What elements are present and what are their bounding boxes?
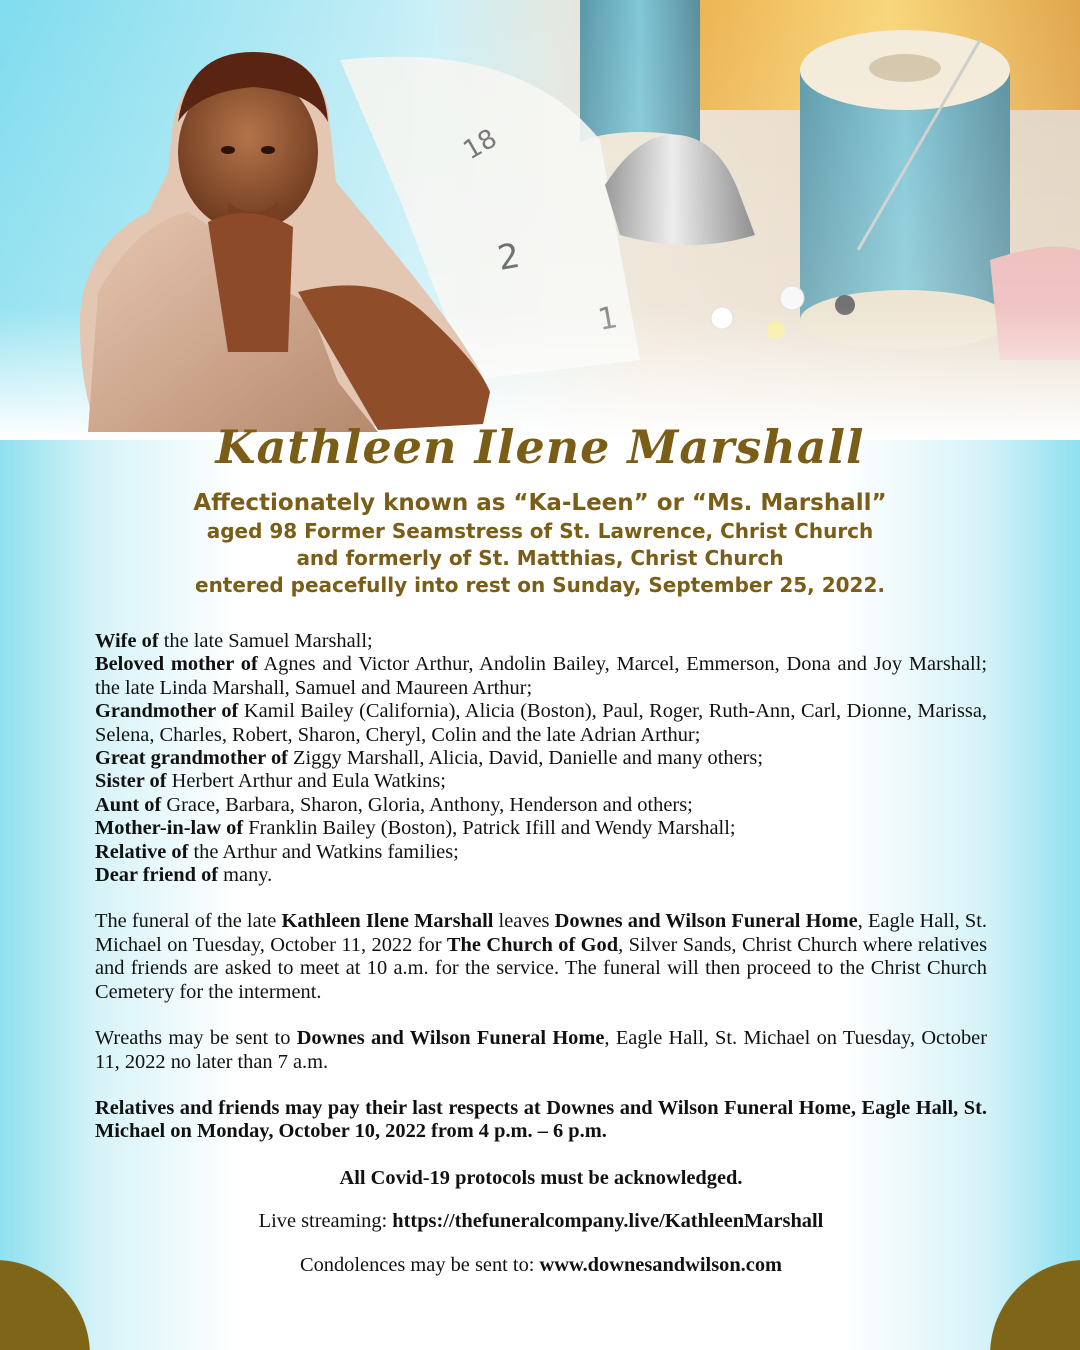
relation-text: Ziggy Marshall, Alicia, David, Danielle and many others;: [287, 747, 764, 770]
condolences-link[interactable]: www.downesandwilson.com: [539, 1253, 782, 1276]
funeral-deceased-name: Kathleen Ilene Marshall: [281, 910, 494, 933]
relation-item: [95, 770, 987, 793]
relation-label: Beloved mother of: [95, 653, 258, 676]
relation-item: [95, 700, 987, 747]
relation-item: [95, 630, 987, 653]
wreaths-paragraph: [95, 1027, 987, 1074]
deceased-name: Kathleen Ilene Marshall: [215, 420, 865, 474]
obituary-body: [95, 630, 987, 1277]
relation-text: the late Samuel Marshall;: [158, 630, 373, 652]
relation-item: [95, 747, 987, 770]
relation-label: Great grandmother of: [95, 747, 288, 770]
death-date-line: entered peacefully into rest on Sunday, September 25, 2022.: [195, 573, 885, 597]
church-name: The Church of God: [446, 933, 619, 956]
condolences-label: Condolences may be sent to:: [299, 1253, 540, 1276]
relation-item: [95, 653, 987, 700]
livestream-link[interactable]: https://thefuneralcompany.live/KathleenMarshall: [392, 1210, 824, 1233]
viewing-text: Relatives and friends may pay their last respects at Downes and Wilson Funeral Home, Eagle Hall, St. Michael on Monday, October 10, 2022 from 4 p.m. – 6 p.m.: [95, 1096, 987, 1143]
covid-notice: [95, 1167, 987, 1190]
funeral-paragraph: [95, 910, 987, 1004]
relation-label: Wife of: [95, 630, 159, 652]
funeral-text: , Eagle Hall, St. Michael on Tuesday, October 11, 2022 for: [95, 910, 987, 956]
relation-text: the Arthur and Watkins families;: [188, 840, 459, 863]
funeral-text: The funeral of the late: [95, 910, 282, 933]
nickname-line: Affectionately known as “Ka-Leen” or “Ms. Marshall”: [193, 490, 887, 516]
relation-item: [95, 841, 987, 864]
relations-list: [95, 630, 987, 887]
corner-circle-left: [0, 1260, 90, 1350]
relation-text: Grace, Barbara, Sharon, Gloria, Anthony, Henderson and others;: [161, 793, 693, 816]
former-residence-line: and formerly of St. Matthias, Christ Church: [296, 546, 784, 570]
relation-text: Agnes and Victor Arthur, Andolin Bailey, Marcel, Emmerson, Dona and Joy Marshall; the late Linda Marshall, Samuel and Maureen Arthur;: [95, 653, 988, 699]
relation-label: Sister of: [95, 770, 167, 793]
relation-label: Aunt of: [95, 793, 162, 816]
wreaths-text: , Eagle Hall, St. Michael on Tuesday, October 11, 2022 no later than 7 a.m.: [95, 1027, 988, 1073]
relation-text: Franklin Bailey (Boston), Patrick Ifill and Wendy Marshall;: [243, 817, 736, 840]
relation-label: Dear friend of: [95, 864, 219, 887]
relation-item: [95, 794, 987, 817]
livestream-line: [95, 1210, 987, 1233]
condolences-line: [95, 1254, 987, 1277]
relation-label: Relative of: [95, 840, 189, 863]
relation-item: [95, 817, 987, 840]
livestream-label: Live streaming:: [258, 1210, 393, 1233]
funeral-text: leaves: [493, 910, 555, 933]
relation-text: Herbert Arthur and Eula Watkins;: [166, 770, 446, 793]
relation-text: Kamil Bailey (California), Alicia (Boston), Paul, Roger, Ruth-Ann, Carl, Dionne, Marissa, Selena, Charles, Robert, Sharon, Cheryl, Colin and the late Adrian Arthur;: [95, 700, 987, 746]
covid-text: All Covid-19 protocols must be acknowledged.: [339, 1166, 743, 1189]
relation-text: many.: [218, 864, 273, 887]
relation-item: [95, 864, 987, 887]
wreaths-funeral-home: Downes and Wilson Funeral Home: [296, 1027, 605, 1050]
relation-label: Mother-in-law of: [95, 817, 244, 840]
portrait-photo: [78, 52, 498, 432]
relation-label: Grandmother of: [95, 700, 239, 723]
occupation-line: aged 98 Former Seamstress of St. Lawrence, Christ Church: [206, 519, 874, 543]
corner-circle-right: [990, 1260, 1080, 1350]
viewing-paragraph: [95, 1097, 987, 1144]
wreaths-text: Wreaths may be sent to: [95, 1027, 297, 1050]
funeral-home-name: Downes and Wilson Funeral Home: [554, 910, 858, 933]
funeral-text: , Silver Sands, Christ Church where relatives and friends are asked to meet at 10 a.m. for the service. The funeral will then proceed to the Christ Church Cemetery for the interment.: [95, 933, 987, 1003]
intro-block: [0, 488, 1080, 599]
